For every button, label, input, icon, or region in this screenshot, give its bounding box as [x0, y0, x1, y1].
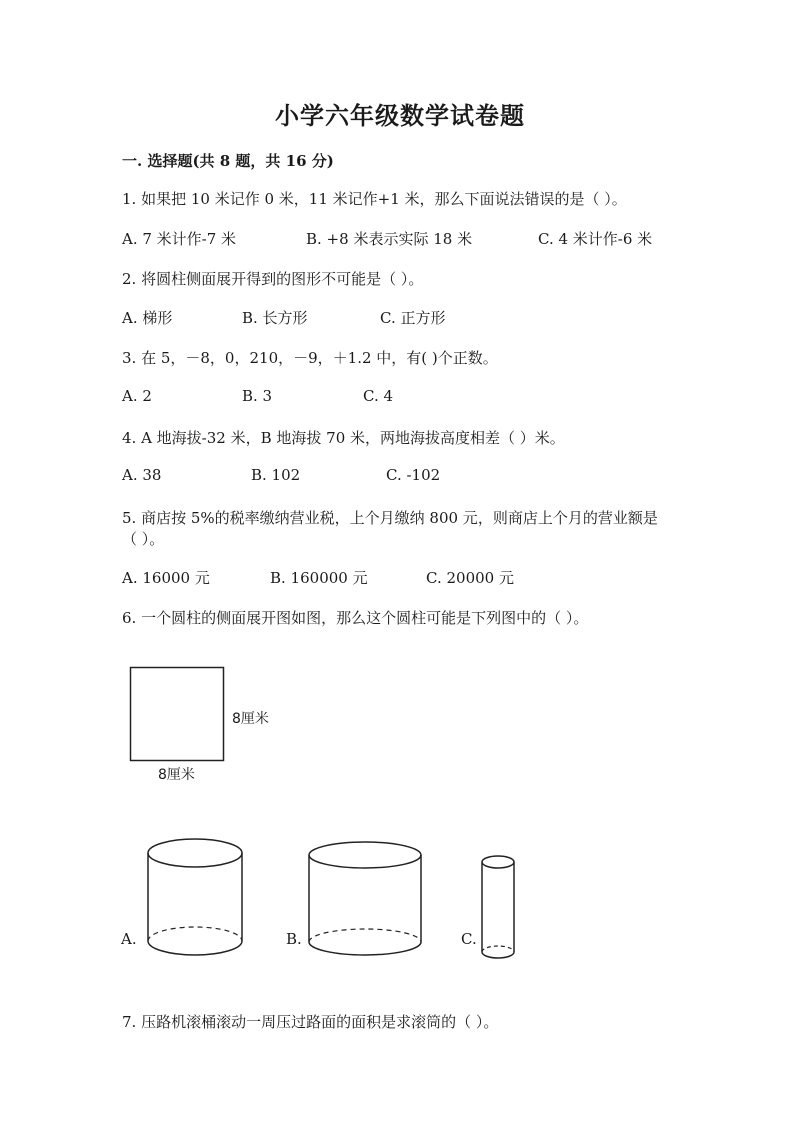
question-1-option-c: C. 4 米计作-6 米 [538, 230, 653, 248]
question-2-option-b: B. 长方形 [242, 309, 308, 327]
question-5-stem-line-2: （ ）。 [122, 530, 165, 548]
cylinder-b-bottom-front [309, 942, 421, 955]
question-7-stem: 7. 压路机滚桶滚动一周压过路面的面积是求滚筒的（ ）。 [122, 1013, 499, 1031]
question-4-option-c: C. -102 [386, 466, 441, 484]
square-net [131, 668, 224, 761]
cylinder-b-figure [302, 835, 432, 965]
section-heading: 一. 选择题(共 8 题，共 16 分) [122, 152, 334, 170]
question-1-option-a: A. 7 米计作-7 米 [122, 230, 237, 248]
cylinder-a-figure [140, 835, 250, 970]
question-5-option-a: A. 16000 元 [122, 569, 210, 587]
cylinder-a-bottom-back [148, 927, 242, 941]
question-6-option-b: B. [286, 930, 302, 948]
question-5-stem-line-1: 5. 商店按 5%的税率缴纳营业税，上个月缴纳 800 元，则商店上个月的营业额是 [122, 509, 658, 527]
question-6-option-c: C. [461, 930, 477, 948]
cylinder-a-top [148, 839, 242, 867]
question-6-stem: 6. 一个圆柱的侧面展开图如图，那么这个圆柱可能是下列图中的（ ）。 [122, 609, 589, 627]
question-6-option-a: A. [121, 930, 137, 948]
cylinder-c-figure [478, 852, 523, 964]
cylinder-b-bottom-back [309, 929, 421, 942]
question-3-option-a: A. 2 [122, 387, 152, 405]
question-5-option-c: C. 20000 元 [426, 569, 514, 587]
question-3-stem: 3. 在 5，－8，0，210，－9，＋1.2 中，有( )个正数。 [122, 349, 498, 367]
question-3-option-b: B. 3 [242, 387, 273, 405]
question-1-option-b: B. +8 米表示实际 18 米 [306, 230, 473, 248]
question-3-option-c: C. 4 [363, 387, 394, 405]
question-4-option-b: B. 102 [251, 466, 301, 484]
page-title: 小学六年级数学试卷题 [275, 101, 525, 130]
question-1-stem: 1. 如果把 10 米记作 0 米，11 米记作+1 米，那么下面说法错误的是（ ）。 [122, 190, 627, 208]
question-4-option-a: A. 38 [122, 466, 162, 484]
question-4-stem: 4. A 地海拔-32 米，B 地海拔 70 米，两地海拔高度相差（ ）米。 [122, 429, 565, 447]
cylinder-b-top [309, 842, 421, 868]
question-5-option-b: B. 160000 元 [270, 569, 368, 587]
cylinder-c-bottom-back [482, 946, 514, 952]
cylinder-c-bottom-front [482, 952, 514, 958]
cylinder-a-bottom-front [148, 941, 242, 955]
question-5-stem [122, 508, 658, 550]
question-2-stem: 2. 将圆柱侧面展开得到的图形不可能是（ ）。 [122, 270, 424, 288]
question-2-option-c: C. 正方形 [380, 309, 446, 327]
square-side-label: 8厘米 [232, 711, 269, 727]
cylinder-c-top [482, 856, 514, 868]
question-2-option-a: A. 梯形 [122, 309, 173, 327]
square-bottom-label: 8厘米 [158, 767, 195, 783]
